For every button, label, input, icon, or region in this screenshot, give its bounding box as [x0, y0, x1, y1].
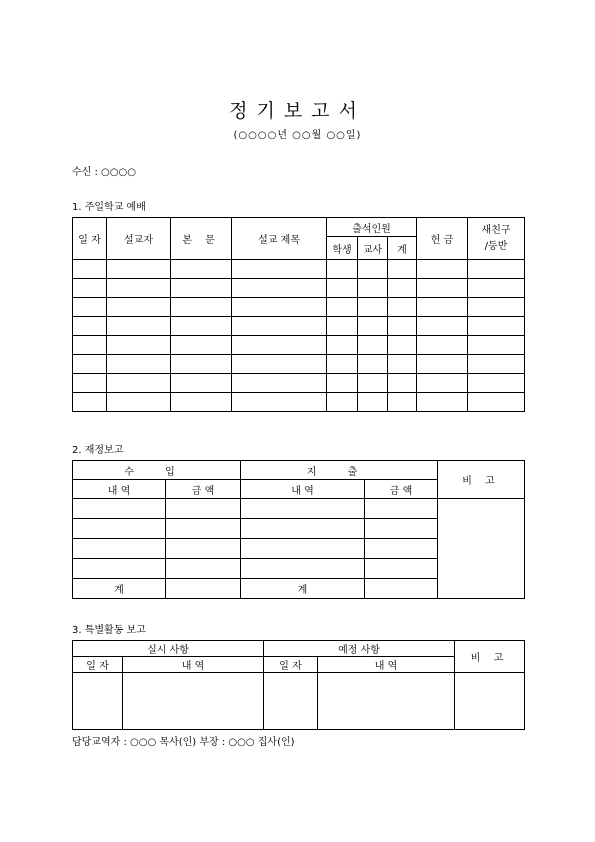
worship-row	[73, 260, 525, 279]
worship-cell[interactable]	[358, 260, 388, 279]
worship-table	[72, 217, 525, 412]
worship-cell[interactable]	[327, 279, 358, 298]
worship-cell[interactable]	[107, 393, 171, 412]
document-title: 정기보고서	[229, 100, 366, 122]
worship-cell[interactable]	[358, 279, 388, 298]
worship-cell[interactable]	[417, 279, 468, 298]
worship-cell[interactable]	[171, 279, 232, 298]
worship-cell[interactable]	[417, 317, 468, 336]
expense-total-cell[interactable]	[365, 579, 438, 599]
worship-cell[interactable]	[232, 260, 327, 279]
header-finance-note: 비 고	[438, 461, 525, 499]
worship-cell[interactable]	[107, 355, 171, 374]
worship-cell[interactable]	[171, 260, 232, 279]
header-planned: 예정 사항	[264, 641, 455, 657]
worship-cell[interactable]	[468, 279, 525, 298]
worship-cell[interactable]	[358, 374, 388, 393]
expense-total-label: 계	[241, 579, 365, 599]
worship-cell[interactable]	[388, 393, 417, 412]
worship-cell[interactable]	[417, 355, 468, 374]
header-expense-amount: 금 액	[365, 480, 438, 499]
header-preacher: 설교자	[107, 218, 171, 260]
worship-row	[73, 298, 525, 317]
worship-cell[interactable]	[388, 374, 417, 393]
section1-heading: 1. 주일학교 예배	[72, 202, 146, 213]
worship-cell[interactable]	[107, 260, 171, 279]
worship-table-body	[73, 260, 525, 412]
finance-cell[interactable]	[73, 519, 166, 539]
worship-cell[interactable]	[232, 336, 327, 355]
worship-cell[interactable]	[468, 298, 525, 317]
income-total-cell[interactable]	[166, 579, 241, 599]
activity-cell[interactable]	[73, 673, 123, 730]
worship-row	[73, 393, 525, 412]
header-income: 수 입	[73, 461, 241, 480]
header-planned-date: 일 자	[264, 657, 318, 673]
finance-cell[interactable]	[365, 539, 438, 559]
worship-cell[interactable]	[171, 393, 232, 412]
worship-cell[interactable]	[232, 279, 327, 298]
worship-cell[interactable]	[171, 298, 232, 317]
finance-cell[interactable]	[365, 499, 438, 519]
worship-cell[interactable]	[417, 374, 468, 393]
section3-heading: 3. 특별활동 보고	[72, 625, 146, 636]
worship-cell[interactable]	[327, 260, 358, 279]
worship-cell[interactable]	[73, 393, 107, 412]
date-line: (○○○○년 ○○월 ○○일)	[233, 130, 362, 141]
activity-cell[interactable]	[455, 673, 525, 730]
worship-cell[interactable]	[388, 355, 417, 374]
worship-cell[interactable]	[171, 355, 232, 374]
worship-cell[interactable]	[171, 317, 232, 336]
finance-cell[interactable]	[241, 499, 365, 519]
finance-cell[interactable]	[166, 559, 241, 579]
worship-cell[interactable]	[417, 336, 468, 355]
worship-cell[interactable]	[171, 336, 232, 355]
worship-cell[interactable]	[468, 355, 525, 374]
worship-cell[interactable]	[327, 298, 358, 317]
worship-cell[interactable]	[107, 298, 171, 317]
header-attendance: 출석인원	[327, 218, 417, 237]
header-newcomers	[468, 218, 525, 260]
finance-note-cell[interactable]	[438, 499, 525, 599]
section2-heading: 2. 재정보고	[72, 445, 124, 456]
header-students: 학생	[327, 237, 358, 260]
header-scripture: 본 문	[171, 218, 232, 260]
worship-cell[interactable]	[468, 374, 525, 393]
worship-cell[interactable]	[417, 393, 468, 412]
worship-cell[interactable]	[388, 298, 417, 317]
worship-cell[interactable]	[73, 336, 107, 355]
activity-cell[interactable]	[318, 673, 455, 730]
header-expense: 지 출	[241, 461, 438, 480]
worship-cell[interactable]	[107, 317, 171, 336]
worship-cell[interactable]	[107, 336, 171, 355]
header-done: 실시 사항	[73, 641, 264, 657]
finance-table	[72, 460, 525, 599]
finance-cell[interactable]	[365, 519, 438, 539]
worship-cell[interactable]	[73, 317, 107, 336]
finance-cell[interactable]	[365, 559, 438, 579]
worship-cell[interactable]	[417, 298, 468, 317]
worship-cell[interactable]	[388, 279, 417, 298]
worship-row	[73, 355, 525, 374]
worship-cell[interactable]	[107, 279, 171, 298]
worship-cell[interactable]	[388, 260, 417, 279]
worship-row	[73, 279, 525, 298]
worship-cell[interactable]	[232, 374, 327, 393]
worship-cell[interactable]	[468, 260, 525, 279]
header-total: 계	[388, 237, 417, 260]
header-sermon-title: 설교 제목	[232, 218, 327, 260]
worship-cell[interactable]	[171, 374, 232, 393]
worship-cell[interactable]	[417, 260, 468, 279]
header-newcomers-line2: /등반	[484, 240, 508, 252]
finance-cell[interactable]	[166, 539, 241, 559]
worship-row	[73, 317, 525, 336]
worship-cell[interactable]	[327, 355, 358, 374]
worship-cell[interactable]	[468, 317, 525, 336]
finance-cell[interactable]	[73, 499, 166, 519]
header-income-amount: 금 액	[166, 480, 241, 499]
worship-cell[interactable]	[388, 317, 417, 336]
worship-cell[interactable]	[327, 393, 358, 412]
header-done-date: 일 자	[73, 657, 123, 673]
worship-cell[interactable]	[232, 298, 327, 317]
worship-cell[interactable]	[73, 279, 107, 298]
worship-cell[interactable]	[358, 298, 388, 317]
header-income-item: 내 역	[73, 480, 166, 499]
header-activity-note: 비 고	[455, 641, 525, 673]
activity-table	[72, 640, 525, 730]
worship-cell[interactable]	[388, 336, 417, 355]
finance-cell[interactable]	[166, 519, 241, 539]
finance-cell[interactable]	[241, 539, 365, 559]
worship-cell[interactable]	[327, 336, 358, 355]
header-planned-item: 내 역	[318, 657, 455, 673]
worship-cell[interactable]	[358, 355, 388, 374]
footer-signatures: 담당교역자 : ○○○ 목사(인) 부장 : ○○○ 집사(인)	[72, 737, 295, 748]
worship-cell[interactable]	[327, 317, 358, 336]
worship-cell[interactable]	[107, 374, 171, 393]
recipient-line: 수신 : ○○○○	[72, 167, 136, 178]
worship-cell[interactable]	[73, 298, 107, 317]
worship-cell[interactable]	[468, 393, 525, 412]
finance-cell[interactable]	[166, 499, 241, 519]
activity-cell[interactable]	[123, 673, 264, 730]
finance-cell[interactable]	[241, 559, 365, 579]
finance-cell[interactable]	[73, 559, 166, 579]
worship-cell[interactable]	[232, 393, 327, 412]
worship-cell[interactable]	[232, 317, 327, 336]
header-teachers: 교사	[358, 237, 388, 260]
activity-cell[interactable]	[264, 673, 318, 730]
header-done-item: 내 역	[123, 657, 264, 673]
header-newcomers-line1: 새친구	[481, 224, 511, 236]
worship-cell[interactable]	[358, 393, 388, 412]
header-expense-item: 내 역	[241, 480, 365, 499]
worship-cell[interactable]	[327, 374, 358, 393]
header-offering: 헌 금	[417, 218, 468, 260]
worship-cell[interactable]	[358, 336, 388, 355]
worship-cell[interactable]	[232, 355, 327, 374]
worship-cell[interactable]	[73, 260, 107, 279]
worship-row	[73, 374, 525, 393]
worship-cell[interactable]	[73, 374, 107, 393]
worship-cell[interactable]	[73, 355, 107, 374]
worship-cell[interactable]	[468, 336, 525, 355]
finance-cell[interactable]	[73, 539, 166, 559]
header-date: 일 자	[73, 218, 107, 260]
finance-cell[interactable]	[241, 519, 365, 539]
income-total-label: 계	[73, 579, 166, 599]
worship-cell[interactable]	[358, 317, 388, 336]
worship-row	[73, 336, 525, 355]
